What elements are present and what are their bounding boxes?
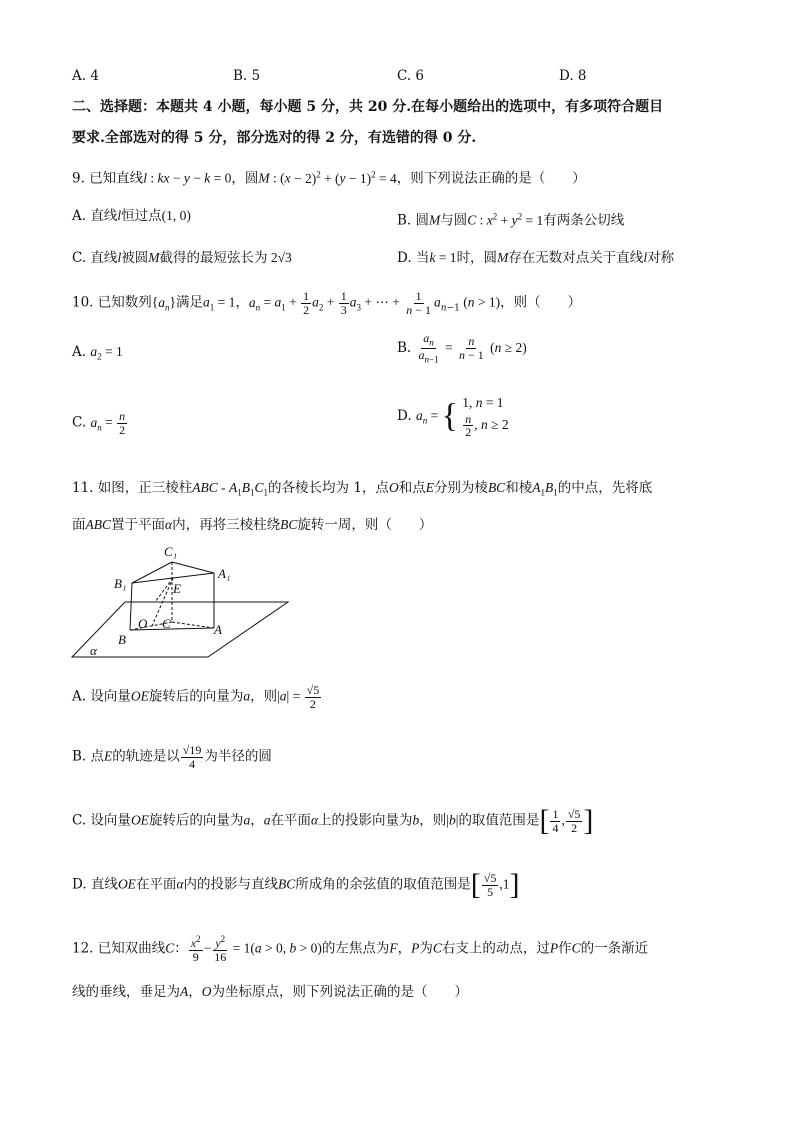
- q8-option-a: A. 4: [72, 68, 99, 84]
- prism-figure: [70, 542, 300, 662]
- q10-option-b: B. $\frac{a_n}{a_{n-1}}$ = $\frac{n}{n - 1}$ (n ≥ 2): [397, 331, 527, 365]
- q11-option-d: D. 直线OE在平面α内的投影与直线BC所成角的余弦值的取值范围是[ $\frac{√5}{5}$ ,1]: [72, 868, 520, 901]
- q12-line2: 线的垂线，垂足为A，O为坐标原点，则下列说法正确的是（ ）: [72, 984, 468, 1000]
- q8-option-d: D. 8: [559, 68, 587, 84]
- section2-line1: 二、选择题：本题共 4 小题，每小题 5 分，共 20 分.在每小题给出的选项中，有多项符合题目: [72, 99, 664, 115]
- plane-alpha: [72, 602, 288, 657]
- q9-stem: 9. 已知直线l : kx − y − k = 0，圆M : $(x - 2)^2 + (y - 1)^2 = 4$，则下列说法正确的是（ ）: [72, 169, 586, 187]
- label-c: C: [162, 616, 171, 631]
- q11-option-c: C. 设向量OE旋转后的向量为a，a在平面α上的投影向量为b，则|b|的取值范围是[ $\frac{1}{4}$ , $\frac{√5}{2}$ ]: [72, 804, 594, 837]
- label-a1: A₁: [218, 566, 231, 581]
- label-c1: C₁: [164, 544, 178, 559]
- q9-number: 9.: [72, 170, 85, 187]
- label-alpha: α: [90, 643, 97, 658]
- q8-option-b: B. 5: [233, 68, 261, 84]
- section2-line2: 要求.全部选对的得 5 分，部分选对的得 2 分，有选错的得 0 分.: [72, 130, 477, 146]
- q11-option-b: B. 点E的轨迹是以 $\frac{√19}{4}$ 为半径的圆: [72, 743, 272, 771]
- q9-option-c: C. 直线l被圆M截得的最短弦长为 2√3: [72, 250, 292, 266]
- label-b1: B₁: [114, 576, 127, 591]
- q11-line1: 11. 如图，正三棱柱ABC - $A_1B_1C_1$的各棱长均为 1，点O和点E分别为棱BC和棱$A_1B_1$的中点，先将底: [72, 480, 653, 498]
- q8-option-c: C. 6: [397, 68, 425, 84]
- label-b: B: [118, 632, 126, 647]
- q9-option-a: A. 直线l恒过点(1, 0): [72, 208, 191, 224]
- q11-option-a: A. 设向量OE旋转后的向量为a，则|a| = $\frac{√5}{2}$: [72, 683, 320, 711]
- q12-line1: 12. 已知双曲线C： $\frac{x^2}{9}$ − $\frac{y^2}{16}$ = 1(a > 0, b > 0)的左焦点为F，P为C右支上的动点，过P作C的一条渐近: [72, 934, 649, 964]
- label-o: O: [138, 616, 148, 631]
- q10-option-c: C. $a_n$ = $\frac{n}{2}$: [72, 409, 126, 437]
- q11-line2: 面ABC置于平面α内，再将三棱柱绕BC旋转一周，则（ ）: [72, 517, 433, 533]
- label-e: E: [173, 581, 181, 596]
- label-a: A: [214, 622, 222, 637]
- q10-option-d: D. $a_n$ = { 1, n = 1 $\frac{n}{2}$ , n ≥ 2: [397, 395, 509, 440]
- q10-option-a: A. $a_2 = 1$: [72, 344, 123, 362]
- q10-stem: 10. 已知数列$\{a_n\}$满足$a_1 = 1$，$a_n = a_1$ + $\frac{1}{2}$ $a_2$ + $\frac{1}{3}$ $a_3$ + ⋯ + $\frac{1}{n - 1}$ $a_{n-1}$ (n > 1)，则（ ）: [72, 289, 582, 317]
- q9-option-d: D. 当k = 1时，圆M存在无数对点关于直线l对称: [397, 250, 675, 266]
- q9-option-b: B. 圆M与圆C : $x^2 + y^2 = 1$有两条公切线: [397, 211, 625, 229]
